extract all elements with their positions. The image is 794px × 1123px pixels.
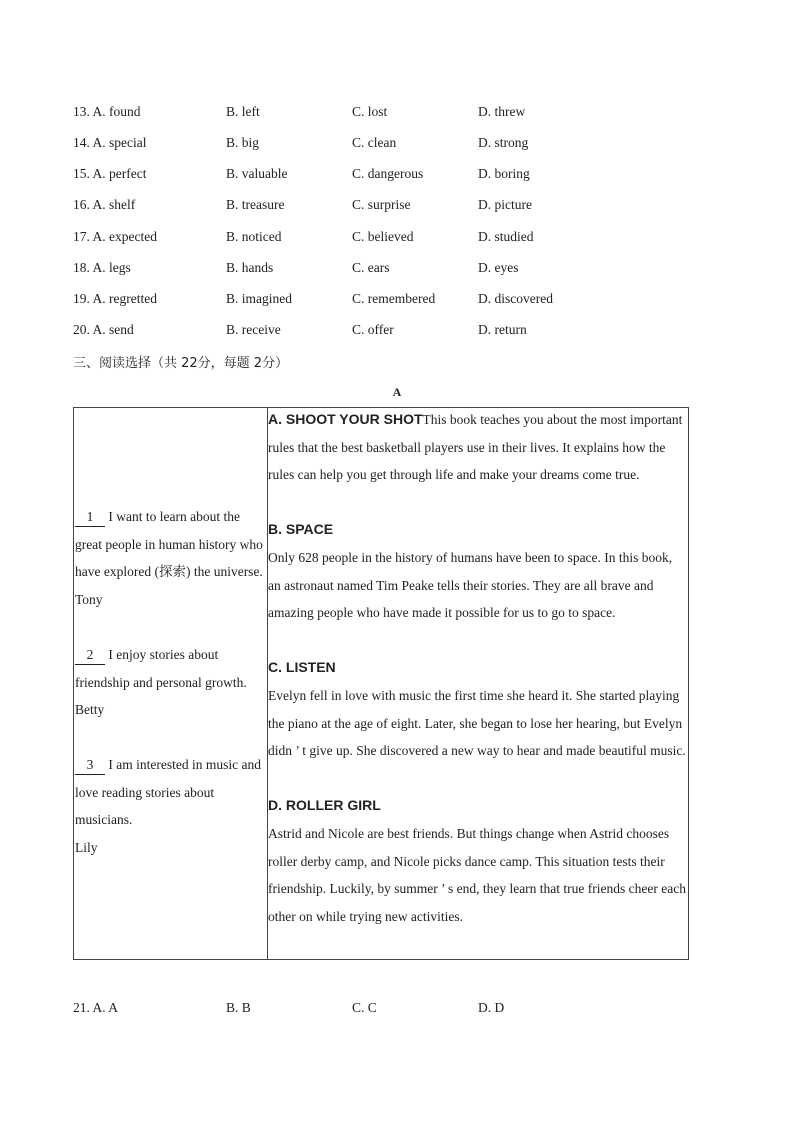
option-a: 14. A. special xyxy=(73,135,147,150)
person-2 xyxy=(75,641,265,724)
option-c: C. ears xyxy=(352,260,390,275)
option-c: C. offer xyxy=(352,322,394,337)
option-b: B. valuable xyxy=(226,166,288,181)
option-c: C. surprise xyxy=(352,197,411,212)
answer-blank-1[interactable]: 1 xyxy=(75,508,105,527)
option-c: C. believed xyxy=(352,229,414,244)
option-a: 15. A. perfect xyxy=(73,166,147,181)
answer-blank-2[interactable]: 2 xyxy=(75,646,105,665)
answer-blank-3[interactable]: 3 xyxy=(75,756,105,775)
option-b: B. left xyxy=(226,104,260,119)
book-b-title: B. SPACE xyxy=(268,521,334,537)
person-1-text: I want to learn about the great people in human history who have explored (探索) the universe. xyxy=(75,509,263,580)
question-15 xyxy=(0,166,794,186)
option-a: 17. A. expected xyxy=(73,229,157,244)
option-d: D. D xyxy=(478,1000,505,1015)
question-20 xyxy=(0,322,794,342)
option-d: D. threw xyxy=(478,104,526,119)
option-b: B. big xyxy=(226,135,260,150)
option-d: D. picture xyxy=(478,197,532,212)
person-3 xyxy=(75,751,265,861)
book-d-text: Astrid and Nicole are best friends. But things change when Astrid chooses roller derby camp, and Nicole picks dance camp. This situation tests their friendship. Luckily, by summer ’ s end, they learn that true friends cheer each other on while trying new activities. xyxy=(268,826,686,924)
option-d: D. return xyxy=(478,322,527,337)
option-d: D. eyes xyxy=(478,260,519,275)
passage-label: A xyxy=(392,385,402,399)
option-d: D. strong xyxy=(478,135,529,150)
book-c-title: C. LISTEN xyxy=(268,659,336,675)
option-b: B. hands xyxy=(226,260,274,275)
option-c: C. lost xyxy=(352,104,388,119)
option-a: 21. A. A xyxy=(73,1000,119,1015)
section-title: 三、阅读选择（共 22分，每题 2分） xyxy=(73,356,289,371)
book-d-title: D. ROLLER GIRL xyxy=(268,797,381,813)
option-d: D. studied xyxy=(478,229,534,244)
question-17 xyxy=(0,229,794,249)
book-b-text: Only 628 people in the history of humans have been to space. In this book, an astronaut named Tim Peake tells their stories. They are all brave and amazing people who have made it possible for us to go to space. xyxy=(268,550,673,621)
option-c: C. C xyxy=(352,1000,377,1015)
option-b: B. receive xyxy=(226,322,281,337)
question-18 xyxy=(0,260,794,280)
person-3-name: Lily xyxy=(75,839,98,855)
option-d: D. boring xyxy=(478,166,530,181)
person-3-text: I am interested in music and love reading stories about musicians. xyxy=(75,757,261,828)
person-1-name: Tony xyxy=(75,591,103,607)
person-2-text: I enjoy stories about friendship and personal growth. xyxy=(75,647,247,690)
person-1 xyxy=(75,503,265,613)
question-14 xyxy=(0,135,794,155)
book-a xyxy=(268,406,688,489)
people-column xyxy=(74,408,268,959)
person-2-name: Betty xyxy=(75,702,105,718)
option-a: 13. A. found xyxy=(73,104,141,119)
books-column xyxy=(268,408,689,959)
option-c: C. clean xyxy=(352,135,397,150)
book-a-title: A. SHOOT YOUR SHOT xyxy=(268,411,423,427)
book-c-text: Evelyn fell in love with music the first time she heard it. She started playing the piano at the age of eight. Later, she began to lose her hearing, but Evelyn didn ’ t give up. She discovered a new way to hear and made beautiful music. xyxy=(268,688,686,759)
option-b: B. imagined xyxy=(226,291,292,306)
passage-table xyxy=(73,407,689,960)
option-a: 19. A. regretted xyxy=(73,291,157,306)
option-d: D. discovered xyxy=(478,291,553,306)
option-a: 18. A. legs xyxy=(73,260,131,275)
option-b: B. B xyxy=(226,1000,251,1015)
option-c: C. dangerous xyxy=(352,166,424,181)
option-b: B. noticed xyxy=(226,229,282,244)
option-c: C. remembered xyxy=(352,291,436,306)
question-21 xyxy=(0,1000,794,1020)
option-a: 20. A. send xyxy=(73,322,134,337)
option-b: B. treasure xyxy=(226,197,285,212)
question-16 xyxy=(0,197,794,217)
option-a: 16. A. shelf xyxy=(73,197,136,212)
question-19 xyxy=(0,291,794,311)
book-a-text: This book teaches you about the most important rules that the best basketball players use in their lives. It explains how the rules can help you get through life and make your dreams come true. xyxy=(268,412,683,483)
question-13 xyxy=(0,104,794,124)
